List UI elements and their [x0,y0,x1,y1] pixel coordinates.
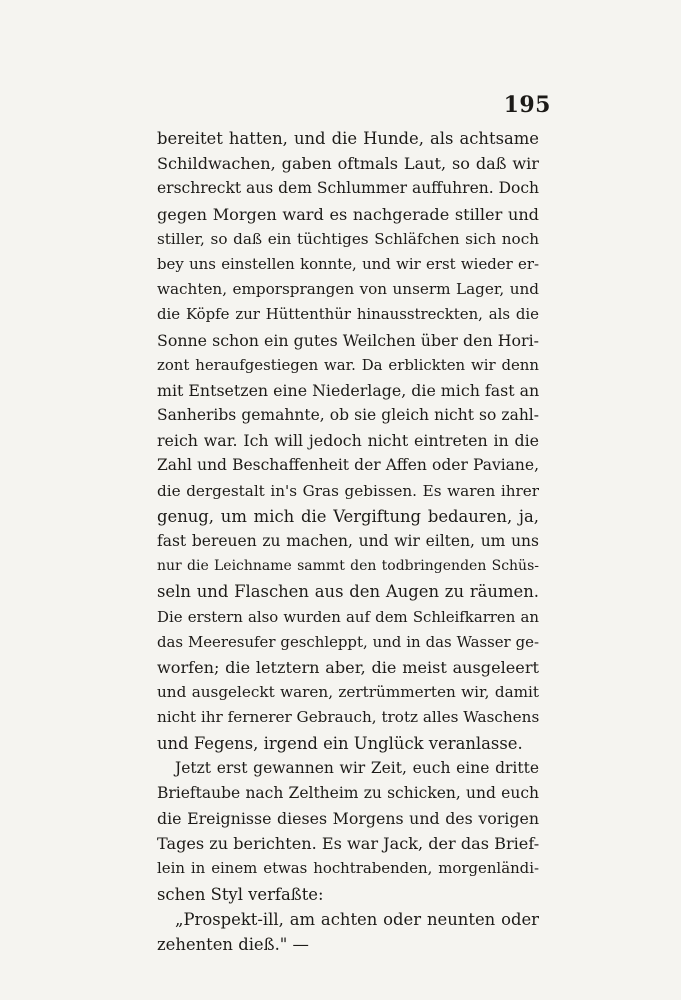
page-number: 195 [503,92,551,118]
text-line: die Ereignisse dieses Morgens und des vorigen [157,809,539,829]
text-line: das Meeresufer geschleppt, und in das Wasser ge- [157,632,539,651]
text-line: „Prospekt-ill, am achten oder neunten oder [175,909,539,929]
text-line: schen Styl verfaßte: [157,884,324,904]
text-line: Zahl und Beschaffenheit der Affen oder Paviane, [157,456,539,475]
text-line: Brieftaube nach Zeltheim zu schicken, und euch [157,783,539,802]
text-line: wachten, emporsprangen von unserm Lager, und [157,280,539,299]
text-line: die Köpfe zur Hüttenthür hinausstreckten, als die [157,305,539,324]
text-line: Sonne schon ein gutes Weilchen über den Hori- [157,330,539,350]
text-line: bereitet hatten, und die Hunde, als achtsame [157,129,539,148]
text-line: erschreckt aus dem Schlummer auffuhren. Doch [157,179,539,198]
text-line: seln und Flaschen aus den Augen zu räumen. [157,582,539,602]
body-text [157,126,539,957]
text-line: zont heraufgestiegen war. Da erblickten wir denn [157,355,539,374]
text-line: Die erstern also wurden auf dem Schleifkarren an [157,607,539,626]
text-line: mit Entsetzen eine Niederlage, die mich fast an [157,380,539,400]
text-line: und Fegens, irgend ein Unglück veranlasse. [157,733,523,753]
text-line: Jetzt erst gewannen wir Zeit, euch eine dritte [175,758,539,777]
text-line: lein in einem etwas hochtrabenden, morgenländi- [157,859,539,878]
text-line: stiller, so daß ein tüchtiges Schläfchen sich noch [157,229,539,248]
text-line: Tages zu berichten. Es war Jack, der das Brief- [157,834,539,854]
text-line: worfen; die letztern aber, die meist ausgeleert [157,657,539,677]
text-line: nicht ihr fernerer Gebrauch, trotz alles Waschens [157,708,539,727]
text-line: zehenten dieß." — [157,935,309,954]
text-line: nur die Leichname sammt den todbringenden Schüs- [157,558,539,575]
text-line: und ausgeleckt waren, zertrümmerten wir, damit [157,683,539,702]
text-line: gegen Morgen ward es nachgerade stiller und [157,204,539,224]
text-line: reich war. Ich will jedoch nicht eintreten in die [157,431,539,451]
text-line: genug, um mich die Vergiftung bedauren, ja, [157,506,539,526]
text-line: bey uns einstellen konnte, und wir erst wieder er- [157,254,539,273]
text-line: Sanheribs gemahnte, ob sie gleich nicht so zahl- [157,406,539,425]
text-line: Schildwachen, gaben oftmals Laut, so daß wir [157,154,539,174]
text-line: fast bereuen zu machen, und wir eilten, um uns [157,532,539,550]
text-line: die dergestalt in's Gras gebissen. Es waren ihrer [157,481,539,500]
